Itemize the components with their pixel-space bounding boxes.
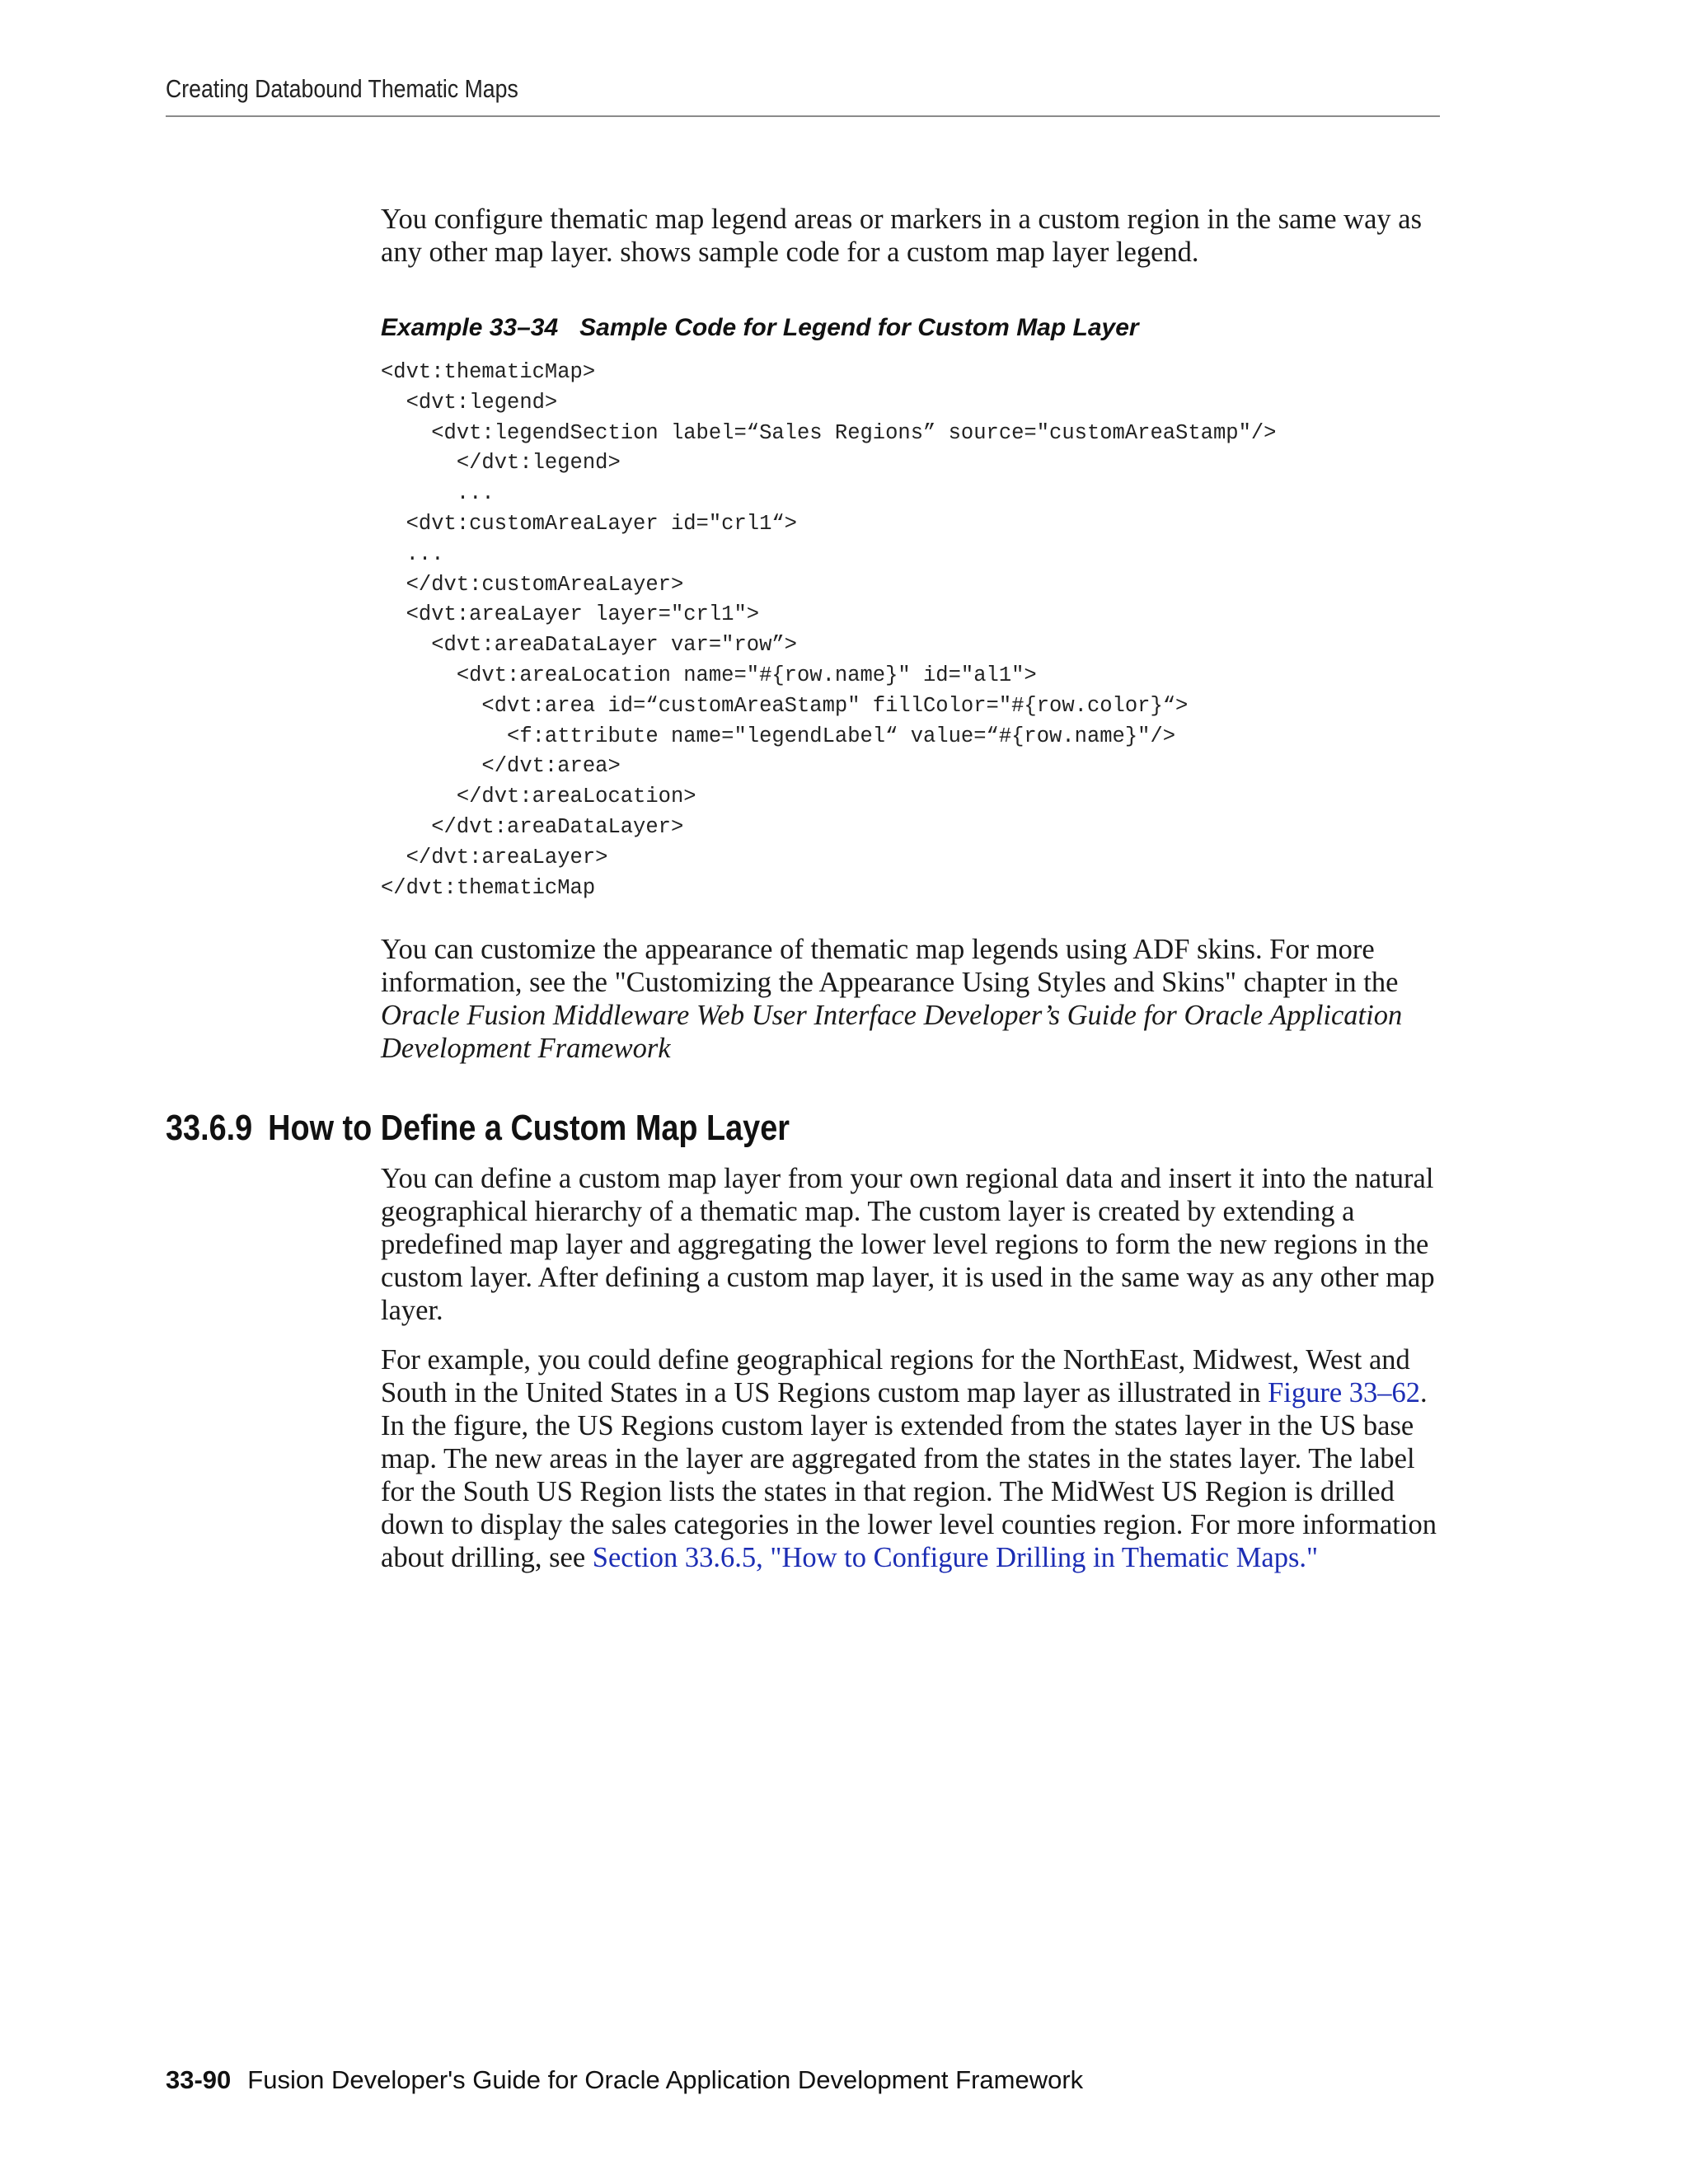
code-example xyxy=(381,358,1276,903)
section-paragraph-1: You can define a custom map layer from your own regional data and insert it into the natural geographical hierarchy of a thematic map. The custom layer is created by extending a predefined map layer and aggregating the lower level regions to form the new regions in the custom layer. After defining a custom map layer, it is used in the same way as any other map layer. xyxy=(381,1163,1435,1326)
header-rule xyxy=(166,115,1440,117)
code-line: ... xyxy=(381,541,444,566)
code-line: <dvt:thematicMap> xyxy=(381,360,596,384)
code-line: </dvt:areaLocation> xyxy=(381,785,696,809)
code-line: ... xyxy=(381,481,495,506)
example-caption xyxy=(381,314,1139,342)
code-line: <dvt:legend> xyxy=(381,390,558,415)
section-paragraph-2-text-1: For example, you could define geographical regions for the NorthEast, Midwest, West and South in the United States in a US Regions custom map layer as illustrated in xyxy=(381,1344,1410,1408)
code-line: <dvt:customAreaLayer id="crl1“> xyxy=(381,511,797,536)
skins-section xyxy=(381,933,1440,1065)
skins-paragraph xyxy=(381,933,1440,1065)
code-line: </dvt:areaDataLayer> xyxy=(381,814,684,839)
code-line: </dvt:area> xyxy=(381,754,621,779)
section-paragraph-2 xyxy=(381,1343,1440,1574)
section-number: 33.6.9 xyxy=(166,1108,253,1148)
example-title: Sample Code for Legend for Custom Map Layer xyxy=(579,314,1139,341)
running-header: Creating Databound Thematic Maps xyxy=(166,74,518,103)
section-link[interactable]: Section 33.6.5, "How to Configure Drilling in Thematic Maps." xyxy=(592,1542,1319,1573)
code-line: <dvt:legendSection label=“Sales Regions” source="customAreaStamp"/> xyxy=(381,420,1277,445)
section-title: How to Define a Custom Map Layer xyxy=(268,1108,790,1148)
code-line: </dvt:customAreaLayer> xyxy=(381,572,684,597)
intro-paragraph: You configure thematic map legend areas or markers in a custom region in the same way as any other map layer. shows sample code for a custom map layer legend. xyxy=(381,204,1423,268)
code-line: <dvt:area id=“customAreaStamp" fillColor="#{row.color}“> xyxy=(381,693,1189,718)
example-number: Example 33–34 xyxy=(381,314,559,341)
intro-section xyxy=(381,203,1440,269)
code-line: <dvt:areaDataLayer var="row”> xyxy=(381,633,797,658)
section-paragraph-2-text-2: . In the figure, the US Regions custom layer is extended from the states layer in the US base map. The new areas in the layer are aggregated from the states in the states layer. The label for the South US Region lists the states in that region. The MidWest US Region is drilled down to display the sales categories in the lower level counties region. For more information about drilling, see xyxy=(381,1377,1437,1573)
figure-link[interactable]: Figure 33–62 xyxy=(1268,1377,1421,1408)
code-line: <f:attribute name="legendLabel“ value=“#{row.name}"/> xyxy=(381,724,1176,748)
skins-paragraph-text: You can customize the appearance of thematic map legends using ADF skins. For more information, see the "Customizing the Appearance Using Styles and Skins" chapter in the xyxy=(381,934,1399,998)
code-line: </dvt:thematicMap xyxy=(381,875,596,900)
book-title: Fusion Developer's Guide for Oracle Application Development Framework xyxy=(247,2065,1084,2094)
page-number: 33-90 xyxy=(166,2065,232,2094)
code-line: <dvt:areaLayer layer="crl1"> xyxy=(381,602,760,627)
section-body xyxy=(381,1162,1440,1574)
section-heading xyxy=(166,1108,790,1149)
code-line: </dvt:legend> xyxy=(381,451,621,476)
code-line: <dvt:areaLocation name="#{row.name}" id="al1"> xyxy=(381,663,1037,687)
code-line: </dvt:areaLayer> xyxy=(381,845,608,869)
page-footer xyxy=(166,2065,1083,2095)
guide-title: Oracle Fusion Middleware Web User Interface Developer’s Guide for Oracle Application Development Framework xyxy=(381,1000,1403,1064)
